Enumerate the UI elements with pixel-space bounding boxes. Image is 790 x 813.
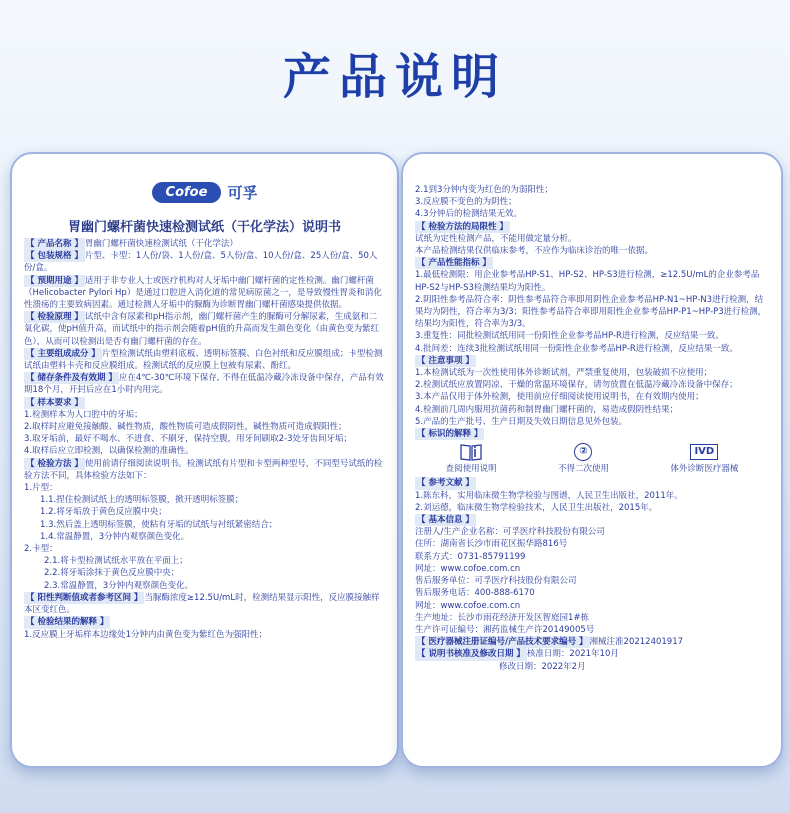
- section-text: 注册人/生产企业名称：可孚医疗科技股份有限公司: [415, 527, 605, 538]
- section-heading: 【 检验方法 】: [26, 458, 83, 469]
- text-line: [24, 409, 385, 421]
- section-heading: 【 储存条件及有效期 】: [26, 373, 117, 384]
- symbol-label: 体外诊断医疗器械: [670, 464, 739, 475]
- right-content-a: [415, 184, 769, 440]
- text-line: [415, 575, 769, 587]
- text-line: [415, 551, 769, 563]
- page-title: 产品说明: [282, 49, 507, 105]
- section-text: 1.2.将牙垢放于黄色反应膜中央；: [40, 507, 167, 518]
- text-line: [415, 416, 769, 428]
- text-line: [415, 538, 769, 550]
- section-text: 2.3.常温静置，3分钟内观察颜色变化。: [44, 580, 194, 591]
- section-text: 4.检测前几周内服用抗菌药和制胃幽门螺杆菌的，易造成假阴性结果；: [415, 404, 679, 415]
- section-text: 生产地址：长沙市雨花经济开发区智庭园1#栋: [415, 612, 590, 623]
- symbol-label: 查阅使用说明: [445, 464, 497, 475]
- section-heading: 【 样本要求 】: [26, 397, 83, 408]
- document-title: 胃幽门螺杆菌快速检测试纸（干化学法）说明书: [67, 220, 341, 235]
- symbol-label: 不得二次使用: [557, 464, 609, 475]
- text-line: [415, 379, 769, 391]
- text-line: [415, 245, 769, 257]
- section-paragraph: [24, 397, 385, 409]
- section-heading: 【 医疗器械注册证编号/产品技术要求编号 】: [417, 637, 588, 648]
- section-text: 1.1.捏住检测试纸上的透明标签膜，掀开透明标签膜；: [40, 495, 244, 506]
- section-text: 2.1到3分钟内变为红色的为弱阳性；: [415, 185, 553, 195]
- text-line: [24, 494, 385, 506]
- section-text: 1.3.然后盖上透明标签膜，使粘有牙垢的试纸与衬纸紧密结合；: [40, 519, 278, 530]
- section-text: 3.反应膜不变色的为阴性；: [415, 197, 517, 208]
- section-paragraph: [24, 372, 385, 396]
- section-paragraph: [415, 428, 769, 440]
- brand-logo: Cofoe: [152, 182, 222, 203]
- section-paragraph: [24, 275, 385, 312]
- section-text: 2.检测试纸应放置阴凉、干燥的常温环境保存，请勿放置在低温冷藏冷冻设备中保存；: [415, 380, 738, 391]
- text-line: [415, 208, 769, 220]
- section-text: 4.3分钟后的检测结果无效。: [415, 209, 523, 220]
- section-paragraph: [415, 636, 769, 648]
- text-line: [24, 421, 385, 433]
- manual-card-left: [10, 152, 399, 768]
- text-line: [24, 445, 385, 457]
- section-paragraph: [415, 514, 769, 526]
- section-heading: 【 阳性判断值或者参考区间 】: [26, 592, 143, 603]
- section-paragraph: [415, 221, 769, 233]
- section-text: 3.重复性：同批检测试纸用同一份阳性企业参考品HP-R进行检测，反应结果一致。: [415, 331, 724, 342]
- section-heading: 【 包装规格 】: [26, 251, 83, 262]
- text-line: [415, 294, 769, 331]
- no-reuse-icon: ②: [574, 443, 592, 461]
- left-content: [24, 238, 385, 641]
- section-text: 本产品检测结果仅供临床参考，不应作为临床诊治的唯一依据。: [415, 246, 654, 257]
- text-line: [415, 587, 769, 599]
- text-line: [415, 330, 769, 342]
- section-paragraph: [415, 477, 769, 489]
- brand-row: [12, 182, 397, 203]
- section-text: 住所：湖南省长沙市雨花区振华路816号: [415, 539, 568, 550]
- text-line: [24, 519, 385, 531]
- section-paragraph: [24, 250, 385, 274]
- section-text: 1.本检测试纸为一次性使用体外诊断试剂，严禁重复使用，包装破损不应使用；: [415, 368, 713, 379]
- section-text: 片型检测试纸由塑料底板、透明标签膜、白色衬纸和反应膜组成；卡型检测试纸由塑料卡壳和反应膜组成。检测试纸的反应膜上包被有尿素、酚红。: [24, 348, 383, 372]
- text-line: [415, 391, 769, 403]
- section-paragraph: [24, 348, 385, 372]
- section-text: 联系方式：0731-85791199: [415, 551, 526, 562]
- section-text: 使用前请仔细阅读说明书。检测试纸有片型和卡型两种型号，不同型号试纸的检验方法不同，具体检验方法如下：: [24, 458, 383, 481]
- section-heading: 【 主要组成成分 】: [26, 348, 100, 359]
- text-line: [24, 531, 385, 543]
- symbol-item: [446, 443, 497, 475]
- section-text: 网址：www.cofoe.com.cn: [415, 563, 521, 574]
- section-paragraph: [415, 355, 769, 367]
- book-icon: [446, 443, 497, 461]
- section-text: 试纸为定性检测产品，不能用做定量分析。: [415, 233, 577, 244]
- section-paragraph: [24, 311, 385, 348]
- section-text: 3.本产品仅用于体外检测，使用前应仔细阅读使用说明书，在有效期内使用；: [415, 392, 704, 403]
- section-paragraph: [415, 648, 769, 660]
- section-paragraph: [24, 616, 385, 628]
- section-text: 湘械注准20212401917: [589, 637, 684, 648]
- section-text: 1.最低检测限：用企业参考品HP-S1、HP-S2、HP-S3进行检测，≥12.5U/mL的企业参考品HP-S2与HP-S3检测结果均为阳性。: [415, 270, 760, 293]
- section-text: 网址：www.cofoe.com.cn: [415, 600, 521, 611]
- section-text: 2.2.将牙垢涂抹于黄色反应膜中央；: [44, 568, 180, 579]
- section-heading: 【 参考文献 】: [417, 478, 474, 489]
- section-heading: 【 注意事项 】: [417, 355, 474, 366]
- section-text: 4.批间差：连续3批检测试纸用同一份阳性企业参考品HP-R进行检测，反应结果一致。: [415, 343, 738, 354]
- section-heading: 【 标识的解释 】: [417, 429, 483, 440]
- text-line: [24, 482, 385, 494]
- symbol-item: [670, 443, 738, 475]
- section-text: 试纸中含有尿素和pH指示剂，幽门螺杆菌产生的脲酶可分解尿素，生成氨和二氧化碳，使pH值升高，而试纸中的指示剂会随着pH值的升高而发生颜色变化（由黄色变为紫红色），从而可以检测出是否有幽门螺杆菌的存在。: [24, 312, 380, 347]
- text-line: [24, 629, 385, 641]
- section-text: 修改日期：2022年2月: [499, 661, 586, 672]
- section-text: 2.刘运德，临床微生物学检验技术，人民卫生出版社，2015年。: [415, 502, 658, 513]
- right-content-b: [415, 477, 769, 672]
- text-line: [415, 269, 769, 293]
- section-text: 1.反应膜上牙垢样本边缘处1分钟内由黄色变为紫红色为强阳性；: [24, 629, 268, 640]
- section-text: 2.阴阳性参考品符合率：阴性参考品符合率即用阴性企业参考品HP-N1~HP-N3进行检测，结果均为阴性，符合率为3/3；阳性参考品符合率即用阳性企业参考品HP-P1~HP-P3进行检测，结果均为阳性，符合率为3/3。: [415, 294, 767, 330]
- section-text: 5.产品的生产批号、生产日期及失效日期信息见外包装。: [415, 416, 628, 427]
- section-text: 1.4.常温静置，3分钟内观察颜色变化。: [40, 531, 190, 542]
- manual-card-right: [401, 152, 783, 768]
- section-heading: 【 检验结果的解释 】: [26, 617, 109, 628]
- section-text: 3.取牙垢前，最好不喝水、不进食、不刷牙，保持空腹，用牙间刷取2-3处牙齿间牙垢；: [24, 434, 352, 445]
- section-heading: 【 产品名称 】: [26, 239, 83, 249]
- text-line: [415, 196, 769, 208]
- section-heading: 【 检验原理 】: [26, 312, 83, 323]
- text-line: [24, 580, 385, 592]
- section-text: 当脲酶浓度≥12.5U/mL时，检测结果显示阳性，反应膜接触样本区变红色。: [24, 592, 380, 616]
- section-paragraph: [24, 592, 385, 616]
- section-text: 2.卡型：: [24, 544, 58, 555]
- symbols-row: [415, 443, 769, 475]
- text-line: [415, 526, 769, 538]
- section-text: 1.检测样本为人口腔中的牙垢；: [24, 409, 143, 420]
- section-paragraph: [24, 238, 385, 250]
- text-line: [415, 233, 769, 245]
- section-text: 4.取样后应立即检测，以确保检测的准确性。: [24, 446, 194, 457]
- section-heading: 【 基本信息 】: [417, 515, 474, 526]
- text-line: [24, 543, 385, 555]
- section-text: 核准日期：2021年10月: [526, 649, 619, 660]
- section-text: 1.片型：: [24, 483, 58, 494]
- ivd-icon: IVD: [690, 444, 718, 460]
- brand-name: 可孚: [227, 184, 258, 202]
- text-line: [415, 600, 769, 612]
- section-text: 生产许可证编号：湘药监械生产许20149005号: [415, 624, 595, 635]
- text-line: [24, 506, 385, 518]
- section-heading: 【 检验方法的局限性 】: [417, 221, 508, 232]
- text-line: [24, 433, 385, 445]
- symbol-item: [558, 443, 609, 475]
- section-text: 胃幽门螺杆菌快速检测试纸（干化学法）: [84, 239, 238, 249]
- text-line: [415, 502, 769, 514]
- section-heading: 【 产品性能指标 】: [417, 258, 491, 269]
- text-line: [24, 567, 385, 579]
- section-text: 2.1.将卡型检测试纸水平放在平面上；: [44, 556, 188, 567]
- section-text: 片型、卡型：1人份/袋、1人份/盒、5人份/盒、10人份/盒、25人份/盒、50人份/盒。: [24, 251, 378, 274]
- section-text: 适用于非专业人士或医疗机构对人牙垢中幽门螺杆菌的定性检测。幽门螺杆菌（Helicobacter Pylori Hp）是通过口腔进入消化道的常见病原菌之一，是导致慢性胃炎和消化性溃疡的主要致病因素。通过检测人牙垢中的脲酶为诊断胃幽门螺杆菌感染提供依据。: [24, 275, 382, 311]
- section-text: 售后服务单位：可孚医疗科技股份有限公司: [415, 576, 577, 587]
- text-line: [415, 661, 769, 673]
- section-paragraph: [415, 257, 769, 269]
- text-line: [415, 343, 769, 355]
- text-line: [415, 612, 769, 624]
- section-text: 售后服务电话：400-888-6170: [415, 588, 535, 599]
- text-line: [415, 563, 769, 575]
- text-line: [415, 490, 769, 502]
- section-text: 2.取样时应避免接触酸、碱性物质，酸性物质可造成假阴性，碱性物质可造成假阳性；: [24, 422, 347, 433]
- section-text: 1.陈东科，实用临床微生物学检验与图谱，人民卫生出版社，2011年。: [415, 490, 683, 501]
- section-paragraph: [24, 458, 385, 482]
- text-line: [415, 184, 769, 196]
- text-line: [415, 367, 769, 379]
- right-content: [415, 184, 769, 673]
- section-text: 应在4℃-30℃环境下保存, 不得在低温冷藏冷冻设备中保存，产品有效期18个月，开封后应在1小时内用完。: [24, 373, 384, 396]
- section-heading: 【 预期用途 】: [26, 275, 83, 286]
- text-line: [415, 404, 769, 416]
- text-line: [24, 555, 385, 567]
- section-heading: 【 说明书核准及修改日期 】: [417, 649, 525, 660]
- text-line: [415, 624, 769, 636]
